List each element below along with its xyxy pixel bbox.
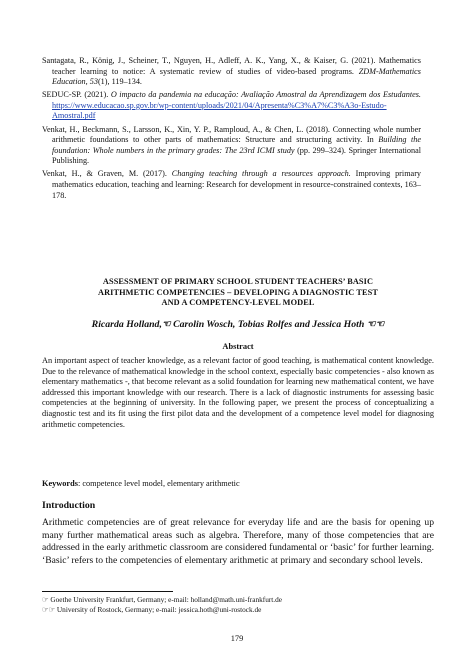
keywords — [42, 479, 434, 488]
author-line: Ricarda Holland,☜ Carolin Wosch, Tobias Rolfes and Jessica Hoth ☜☜ — [91, 319, 385, 330]
reference-item: Venkat, H., & Graven, M. (2017). Changing teaching through a resources approach. Improving primary mathematics education, teaching and learning: Research for development in resource-constrained contexts, 163–178. — [42, 169, 422, 200]
reference-item: Santagata, R., König, J., Scheiner, T., Nguyen, H., Adleff, A. K., Yang, X., & Kaiser, G. (2021). Mathematics teacher learning to notice: A systematic review of studies of video-based programs. ZDM-Mathematics Education, 53(1), 119–134. — [42, 56, 421, 87]
footnote-divider — [42, 591, 173, 592]
reference-item: SEDUC-SP. (2021). O impacto da pandemia na educação: Avaliação Amostral da Aprendizagem dos Estudantes. https://www.educacao.sp.gov.br/wp-content/uploads/2021/04/Apresenta%C3%A7%C3%A3o-Estudo-Amostral.pdf — [42, 90, 421, 121]
keywords-label: Keywords — [42, 479, 78, 488]
paper-title: ASSESSMENT OF PRIMARY SCHOOL STUDENT TEACHERS’ BASIC ARITHMETIC COMPETENCIES – DEVELOPING A DIAGNOSTIC TEST AND A COMPETENCY-LEVEL MODEL — [97, 277, 379, 308]
reference-link[interactable]: https://www.educacao.sp.gov.br/wp-content/uploads/2021/04/Apresenta%C3%A7%C3%A3o-Estudo-Amostral.pdf — [52, 100, 387, 121]
section-heading-introduction: Introduction — [42, 500, 96, 511]
reference-list — [42, 56, 421, 204]
abstract-heading: Abstract — [222, 342, 254, 351]
keywords-text: : competence level model, elementary arithmetic — [77, 479, 240, 488]
footnotes — [42, 595, 434, 614]
abstract-text: An important aspect of teacher knowledge, as a relevant factor of good teaching, is mathematical content knowledge. Due to the relevance of mathematical knowledge in the school context, especially basic competencies - also known as elementary mathematics -, that become relevant as a solid foundation for learning new mathematical content, we have addressed this important knowledge with our research. There is a lack of diagnostic instruments for assessing basic competencies at the beginning of university. In the following paper, we present the process of conceptualizing a diagnostic test and its fit using the first pilot data and the development of a competence level model for diagnosing arithmetic competencies. — [42, 356, 434, 429]
footnote-item: ☞☞ University of Rostock, Germany; e-mail: jessica.hoth@uni-rostock.de — [42, 604, 262, 614]
reference-item: Venkat, H., Beckmann, S., Larsson, K., Xin, Y. P., Ramploud, A., & Chen, L. (2018). Connecting whole number arithmetic foundations to other parts of mathematics: Structure and structuring activity. In Building the foundation: Whole numbers in the primary grades: The 23rd ICMI study (pp. 299–324). Springer International Publishing. — [42, 124, 422, 166]
introduction-text: Arithmetic competencies are of great relevance for everyday life and are the basis for opening up many further mathematical areas such as algebra. Therefore, many of those competencies that are addressed in the early arithmetic classroom are considered fundamental or ‘basic’ for further learning. ‘Basic’ refers to the competencies of elementary arithmetic at primary and secondary school levels. — [42, 517, 434, 566]
footnote-item: ☞ Goethe University Frankfurt, Germany; e-mail: holland@math.uni-frankfurt.de — [42, 595, 283, 604]
page-number: 179 — [230, 634, 244, 643]
